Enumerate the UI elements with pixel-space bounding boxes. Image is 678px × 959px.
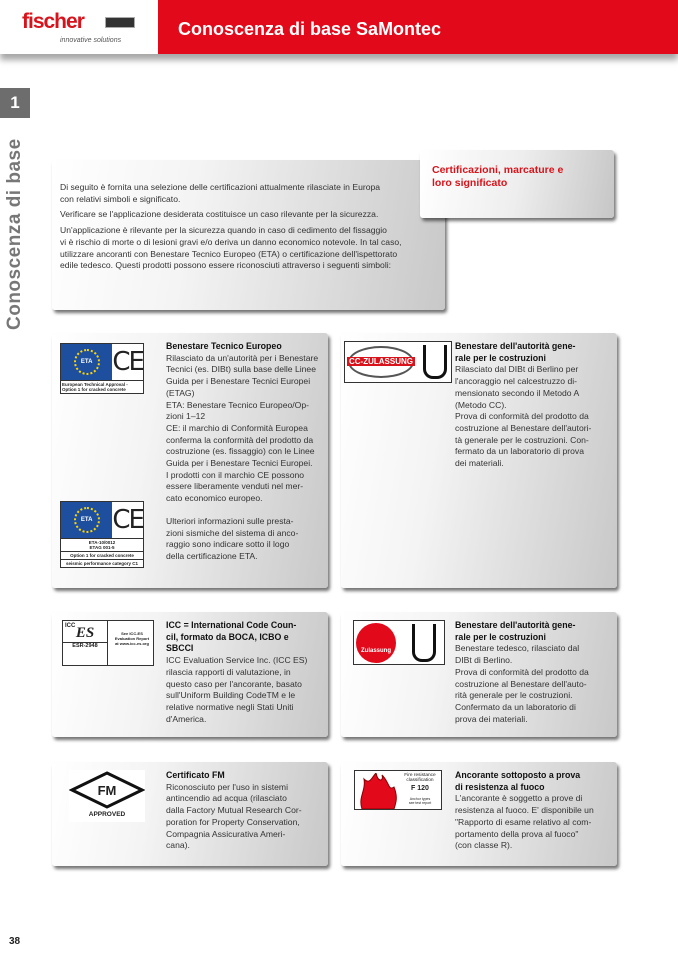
fire-note: Anchor types see test report <box>408 797 432 805</box>
ce-mark: CE <box>112 347 143 377</box>
card-title: Certificato FM <box>166 770 225 780</box>
logo-line: seismic performance category C1 <box>61 559 143 567</box>
chapter-number: 1 <box>0 88 30 118</box>
fish-icon <box>105 17 135 28</box>
zulassung-logo <box>353 620 445 665</box>
fm-mark: FM <box>97 783 117 798</box>
page-number: 38 <box>9 936 21 947</box>
fm-approved-logo <box>69 770 145 822</box>
u-mark-icon <box>423 345 447 379</box>
intro-paragraph: Verificare se l'applicazione desiderata costituisce un caso rilevante per la sicurezza. <box>60 209 379 220</box>
cc-zulassung-logo <box>344 341 452 383</box>
logo-line: Option 1 for cracked concrete <box>61 551 143 559</box>
card-body: Rilasciato da un'autorità per i Benestare Tecnici (es. DIBt) sulla base delle Linee Guida per i Benestare Tecnici Europei (ETAG) ETA: Benestare Tecnico Europeo/Op- zioni 1–12 CE: il marchio di Conformità Europea conferma la conformità del prodotto da costruzione (es. fissaggio) con le Linee Guida per i Benestare Tecnici Europei. I prodotti con il marchio CE possono essere liberamente venduti nel mer- cato economico europeo. <box>166 352 319 504</box>
chapter-label: Conoscenza di base <box>4 138 25 330</box>
card-body: Riconosciuto per l'uso in sistemi antincendio ad acqua (rilasciato dalla Factory Mutual Research Cor- poration for Property Conservation, Compagnia Assicurativa Ameri- cana). <box>166 781 302 851</box>
card-title: Benestare dell'autorità gene- rale per le costruzioni <box>455 620 576 642</box>
brand-name: fischer <box>22 10 84 33</box>
icc-es-logo <box>62 620 154 666</box>
page-header <box>0 0 678 54</box>
eta-ce-logo <box>60 343 144 394</box>
card-body: Ulteriori informazioni sulle presta- zioni sismiche del sistema di anco- raggio sono indicare sotto il logo della certificazione ETA. <box>166 515 299 561</box>
fire-label: Fire resistance classification <box>404 773 436 783</box>
card-title: Ancorante sottoposto a prova di resistenza al fuoco <box>455 770 581 792</box>
esr-number: ESR-2948 <box>63 642 107 649</box>
brand-tagline: innovative solutions <box>60 37 122 44</box>
es-mark: ES <box>75 625 95 641</box>
logo-line: ETA-10/0012 ETAG 001-5 <box>61 538 143 551</box>
card-title: Benestare dell'autorità gene- rale per le costruzioni <box>455 341 576 363</box>
cc-zulassung-label: CC-ZULASSUNG <box>349 357 413 366</box>
card-title: ICC = International Code Coun- cil, formato da BOCA, ICBO e SBCCI <box>166 620 297 654</box>
card-fire-resistance <box>341 762 617 866</box>
card-zulassung <box>341 612 617 737</box>
card-eta <box>52 333 328 588</box>
section-title: Certificazioni, marcature e loro significato <box>432 164 564 189</box>
intro-paragraph: Di seguito è fornita una selezione delle certificazioni attualmente rilasciate in Europa con relativi simboli e significato. <box>60 182 381 204</box>
title-banner <box>158 0 678 54</box>
icc-note: See ICC-ES Evaluation Report at www.icc-es.org <box>114 631 150 646</box>
card-cc-zulassung <box>341 333 617 588</box>
eta-stars-icon: ETA <box>74 507 100 533</box>
icc-label: ICC <box>65 623 76 629</box>
zulassung-label: Zulassung <box>356 623 396 663</box>
card-fm <box>52 762 328 866</box>
card-title: Benestare Tecnico Europeo <box>166 341 282 351</box>
fire-resistance-logo <box>354 770 442 810</box>
card-body: Rilasciato dal DIBt di Berlino per l'ancoraggio nel calcestruzzo di- mensionato secondo il Metodo A (Metodo CC). Prova di conformità del prodotto da costruzione al Benestare dell'autori- tà generale per le costruzioni. Con- fermato da un laboratorio di prova dei materiali. <box>455 364 592 469</box>
card-body: ICC Evaluation Service Inc. (ICC ES) rilascia rapporti di valutazione, in questo caso per l'ancorante, basato sull'Uniform Building CodeTM e le relative normative negli Stati Uniti d'America. <box>166 655 308 724</box>
intro-paragraph: Un'applicazione è rilevante per la sicurezza quando in caso di cedimento del fissaggio vi è rischio di morte o di lesioni gravi e/o deriva un danno economico notevole. In tal caso, utilizzare ancoranti con Benestare Tecnico Europeo (ETA) o certificazione dell'ispettorato edile tedesco. Questi prodotti possono essere riconosciuti attraverso i seguenti simboli: <box>60 225 402 271</box>
u-mark-icon <box>412 624 436 662</box>
logo-caption: European Technical Approval - Option 1 for cracked concrete <box>61 380 143 393</box>
intro-box <box>52 160 445 310</box>
page-title: Conoscenza di base SaMontec <box>178 19 442 39</box>
fire-class: F 120 <box>411 785 429 792</box>
card-icc <box>52 612 328 737</box>
eta-seismic-logo <box>60 501 144 568</box>
ce-mark: CE <box>112 505 143 535</box>
fm-approved-label: APPROVED <box>88 811 126 818</box>
fischer-logo <box>0 0 158 54</box>
eta-stars-icon: ETA <box>74 349 100 375</box>
section-title-box <box>420 150 614 218</box>
card-body: Benestare tedesco, rilasciato dal DIBt di Berlino. Prova di conformità del prodotto da costruzione al Benestare dell'auto- rità generale per le costruzioni. Confermato da un laboratorio di prova dei materiali. <box>455 643 589 724</box>
card-body: L'ancorante è soggetto a prove di resistenza al fuoco. E' disponibile un "Rapporto di esame relativo al com- portamento della prova al fuoco" (con classe R). <box>455 793 594 851</box>
flame-icon <box>358 773 398 809</box>
